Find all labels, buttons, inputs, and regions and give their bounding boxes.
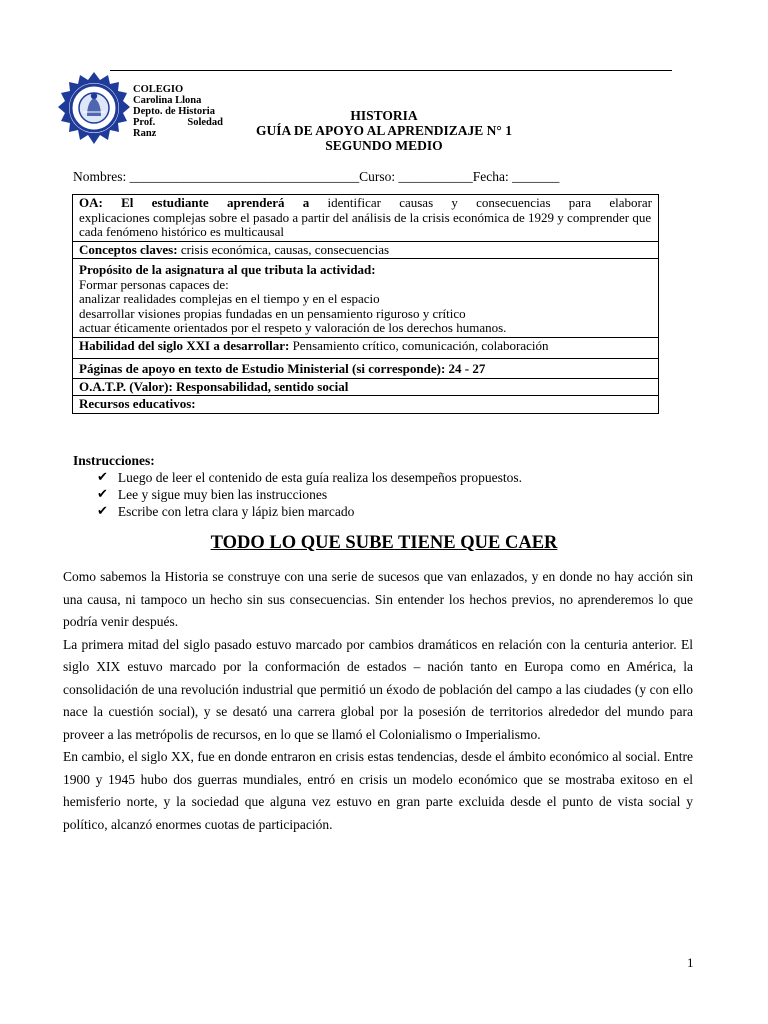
- list-item: [97, 469, 522, 486]
- student-info-line[interactable]: Nombres: __________________________________Curso: ___________Fecha: _______: [73, 169, 560, 184]
- school-seal-icon: [56, 70, 132, 146]
- proposito-line: actuar éticamente orientados por el respeto y valoración de los derechos humanos.: [79, 320, 507, 335]
- teacher-prefix: Prof.: [133, 117, 156, 128]
- paginas-row: [73, 359, 659, 379]
- checkmark-icon: ✔: [97, 504, 108, 519]
- proposito-row: [73, 259, 659, 338]
- oa-row: [73, 195, 659, 242]
- paragraph: La primera mitad del siglo pasado estuvo marcado por cambios dramáticos en relación con la centuria anterior. El siglo XIX estuvo marcado por la conformación de estados – nación tanto en Europa como en América, la consolidación de una revolución industrial que permitió un éxodo de población del campo a las ciudades (y con ello nace la cuestión social), y se desató una carrera global por la posesión de territorios alrededor del mundo para proveer a las metrópolis de recursos, en lo que se llamó el Colonialismo o Imperialismo.: [63, 636, 693, 742]
- oatp-row: [73, 378, 659, 396]
- proposito-line: Formar personas capaces de:: [79, 276, 229, 292]
- page-number: 1: [687, 955, 694, 970]
- proposito-line: desarrollar visiones propias fundadas en un pensamiento riguroso y crítico: [79, 305, 466, 321]
- instructions-title: Instrucciones:: [73, 453, 155, 468]
- school-line: Carolina Llona: [133, 95, 202, 106]
- instruction-text: Escribe con letra clara y lápiz bien marcado: [117, 504, 355, 519]
- paragraph: Como sabemos la Historia se construye con una serie de sucesos que van enlazados, y en donde no hay acción sin una causa, ni tampoco un hecho sin sus consecuencias. Sin entender los hechos previos, no aprenderemos lo que podría venir después.: [63, 569, 693, 629]
- paragraph: En cambio, el siglo XX, fue en donde entraron en crisis estas tendencias, desde el ámbito económico al social. Entre 1900 y 1945 hubo dos guerras mundiales, entró en crisis un modelo económico que se mostraba exitoso en el hemisferio norte, y la sociedad que alguna vez estuvo en gran parte excluida desde el punto de vista social y político, alcanzó enormes cuotas de participación.: [63, 749, 693, 832]
- section-title: TODO LO QUE SUBE TIENE QUE CAER: [210, 533, 558, 553]
- recursos-row: [73, 396, 659, 414]
- objectives-table: [72, 194, 659, 414]
- conceptos-row: [73, 241, 659, 259]
- document-title: [200, 108, 568, 153]
- paginas-text: Páginas de apoyo en texto de Estudio Ministerial (si corresponde): 24 - 27: [79, 361, 486, 376]
- oa-first-line: [79, 196, 652, 211]
- body-text: [63, 566, 693, 836]
- conceptos-label: Conceptos claves:: [79, 241, 178, 257]
- grade-title: SEGUNDO MEDIO: [325, 138, 443, 153]
- instructions-list: [73, 469, 522, 520]
- instructions: [73, 452, 522, 520]
- instruction-text: Luego de leer el contenido de esta guía realiza los desempeños propuestos.: [117, 470, 523, 485]
- conceptos-text: crisis económica, causas, consecuencias: [177, 241, 390, 257]
- recursos-text: Recursos educativos:: [79, 396, 196, 411]
- oatp-text: O.A.T.P. (Valor): Responsabilidad, sentido social: [79, 378, 349, 394]
- checkmark-icon: ✔: [97, 470, 108, 485]
- oa-label: OA: El estudiante aprenderá a: [79, 195, 310, 210]
- habilidad-label: Habilidad del siglo XXI a desarrollar:: [79, 337, 290, 353]
- proposito-label: Propósito de la asignatura al que tributa la actividad:: [79, 262, 376, 277]
- teacher-first-name: Soledad: [187, 117, 223, 128]
- oa-text-rest: explicaciones complejas sobre el pasado a partir del análisis de la crisis económica de 1929 y comprender que cada fenómeno histórico es multicausal: [79, 209, 652, 239]
- school-line: Depto. de Historia: [133, 106, 215, 117]
- habilidad-text: Pensamiento crítico, comunicación, colaboración: [289, 337, 549, 353]
- list-item: [97, 486, 522, 503]
- school-line: COLEGIO: [133, 84, 184, 95]
- teacher-last-name: Ranz: [133, 128, 157, 139]
- checkmark-icon: ✔: [97, 487, 108, 502]
- oa-text-first: identificar causas y consecuencias para elaborar: [309, 195, 652, 210]
- proposito-line: analizar realidades complejas en el tiempo y en el espacio: [79, 291, 380, 306]
- instruction-text: Lee y sigue muy bien las instrucciones: [117, 487, 328, 502]
- header-rule: [110, 70, 672, 71]
- habilidad-row: [73, 337, 659, 359]
- guide-title: GUÍA DE APOYO AL APRENDIZAJE N° 1: [256, 123, 512, 138]
- subject-title: HISTORIA: [350, 108, 418, 123]
- list-item: [97, 503, 522, 520]
